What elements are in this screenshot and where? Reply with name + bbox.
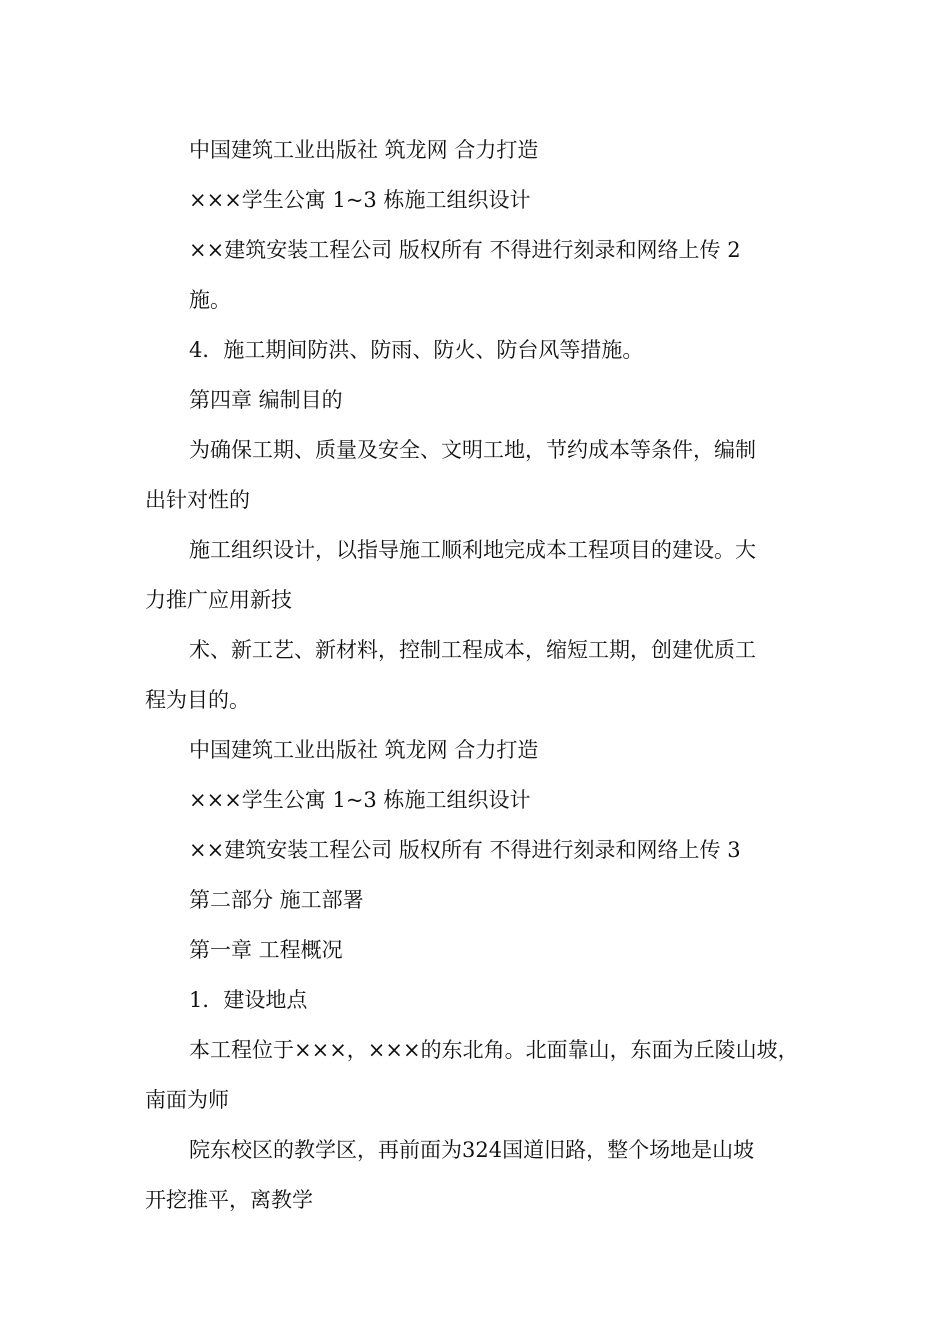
list-item-line: 4．施工期间防洪、防雨、防火、防台风等措施。 xyxy=(189,338,644,362)
paragraph-line: 力推广应用新技 xyxy=(145,588,292,612)
paragraph-line: 开挖推平，离教学 xyxy=(145,1188,313,1212)
paragraph-line: 程为目的。 xyxy=(145,688,250,712)
part-heading: 第二部分 施工部署 xyxy=(189,888,364,912)
header-title-line: ×××学生公寓 1~3 栋施工组织设计 xyxy=(189,788,531,812)
paragraph-line: 院东校区的教学区，再前面为324国道旧路，整个场地是山坡 xyxy=(189,1138,755,1162)
header-publisher-line: 中国建筑工业出版社 筑龙网 合力打造 xyxy=(189,138,539,162)
paragraph-line: 南面为师 xyxy=(145,1088,229,1112)
header-title-line: ×××学生公寓 1~3 栋施工组织设计 xyxy=(189,188,531,212)
paragraph-line: 出针对性的 xyxy=(145,488,250,512)
paragraph-line: 本工程位于×××，×××的东北角。北面靠山，东面为丘陵山坡， xyxy=(189,1038,799,1062)
header-publisher-line: 中国建筑工业出版社 筑龙网 合力打造 xyxy=(189,738,539,762)
chapter-heading: 第四章 编制目的 xyxy=(189,388,343,412)
document-body xyxy=(145,125,799,1225)
header-copyright-line: ××建筑安装工程公司 版权所有 不得进行刻录和网络上传 2 xyxy=(189,238,741,262)
paragraph-line: 施工组织设计，以指导施工顺利地完成本工程项目的建设。大 xyxy=(189,538,756,562)
paragraph-line: 为确保工期、质量及安全、文明工地，节约成本等条件，编制 xyxy=(189,438,756,462)
header-copyright-line: ××建筑安装工程公司 版权所有 不得进行刻录和网络上传 3 xyxy=(189,838,741,862)
chapter-heading: 第一章 工程概况 xyxy=(189,938,343,962)
section-heading: 1．建设地点 xyxy=(189,988,308,1012)
paragraph-line: 施。 xyxy=(189,288,231,312)
paragraph-line: 术、新工艺、新材料，控制工程成本，缩短工期，创建优质工 xyxy=(189,638,756,662)
